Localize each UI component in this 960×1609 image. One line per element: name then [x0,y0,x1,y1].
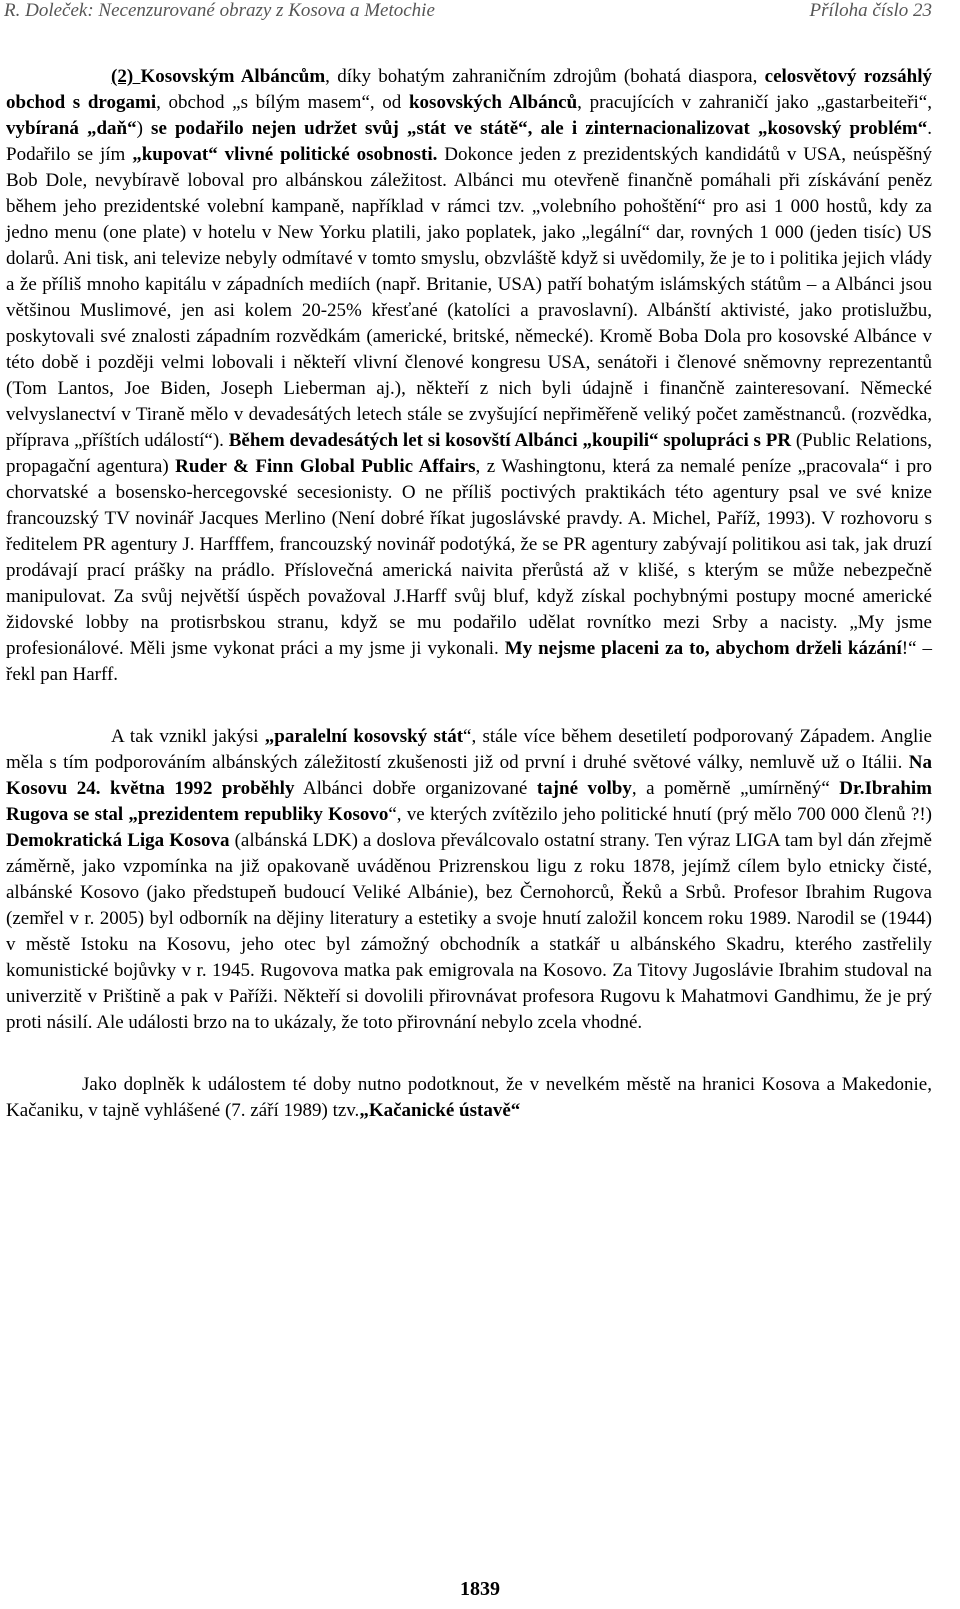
p2-text: , a poměrně „umírněný“ [631,778,840,799]
p1-text: !“ – řekl pan Harff. [6,638,932,685]
p1-text: Dokonce jeden z prezidentských kandidátů v USA, neúspěšný Bob Dole, nevybíravě loboval pro albánskou záležitost. Albánci mu otevřeně finančně pomáhali při získávání peněz během jeho prezidentské volební kampaně, například v rámci tzv. „volebního pohoštění“ pro asi 1 000 hostů, kdy za jedno menu (one plate) v hotelu v New Yorku platili, jako poplatek, jako „legální“ dar, rovných 1 000 (jeden tisíc) US dolarů. Ani tisk, ani televize nebyly odmítavé v tomto smyslu, obzvláště když si uvědomily, že je to i politika jejich vlády a že příliš mnoho kapitálu v západních mediích (např. Britanie, USA) patří bohatým islámských státům – a Albánci jsou většinou Muslimové, jen asi kolem 20-25% křesťané (katolíci a pravoslavní). Albánští aktivisté, jako protislužbu, poskytovali své znalosti západním rozvědkám (americké, britské, německé). Kromě Boba Dola pro kosovské Albánce v této době i později velmi lobovali i někteří vlivní členové kongresu USA, senátoři i členové sněmovny reprezentantů (Tom Lantos, Joe Biden, Joseph Lieberman aj.), někteří z nich byli údajně i finančně zainteresovaní. Německé velvyslanectví v Tiraně mělo v devadesátých letech stále se zvyšující nepřiměřeně veliký počet zaměstnanců. (rozvědka, příprava „příštích událostí“). [6,144,933,451]
p2-text: “, ve kterých zvítězilo jeho politické hnutí (prý mělo 700 000 členů ?!) [388,804,933,825]
p1-text: vybíraná „daň“ [6,118,137,139]
p2-text: (albánská LDK) a doslova převálcovalo ostatní strany. Ten výraz LIGA tam byl dán zřejmě záměrně, jako vzpomínka na již opakovaně uváděnou Prizrenskou ligu z roku 1878, jejímž cílem bylo etnicky čisté, albánské Kosovo (jako předstupeň budoucí Veliké Albánie), bez Černohorců, Řeků a Srbů. Profesor Ibrahim Rugova (zemřel v r. 2005) byl odborník na dějiny literatury a estetiky a svoje hnutí založil koncem roku 1989. Narodil se (1944) v městě Istoku na Kosovu, jeho otec byl zámožný obchodník a statkář u albánského Skadru, kterého zastřelily komunistické bojůvky v r. 1945. Rugovova matka pak emigrovala na Kosovo. Za Titovy Jugoslávie Ibrahim studoval na univerzitě v Prištině a pak v Paříži. Někteří si dovolili přirovnávat profesora Rugovu k Mahatmovi Gandhimu, že je prý proti násilí. Ale události brzo na to ukázaly, že toto přirovnání nebylo zcela vhodné. [6,830,932,1033]
p1-text: se podařilo nejen udržet svůj „stát ve státě“, ale i zinternacionalizovat „kosovský problém“ [151,118,928,139]
p1-text: . Podařilo se jím [6,118,933,165]
p1-text: Kosovským Albáncům [140,66,326,87]
p1-text: (2) [111,66,141,87]
p1-text: ) [136,118,152,139]
paragraph-3 [6,1072,932,1124]
p2-text: Na Kosovu 24. května 1992 proběhly [6,752,932,799]
p1-text: kosovských Albánců [408,92,578,113]
p2-text: A tak vznikl jakýsi [111,726,265,747]
paragraph-2 [6,724,932,1036]
p1-text: „kupovat“ vlivné politické osobnosti. [132,144,438,165]
document-body [6,64,932,1124]
p1-text: celosvětový rozsáhlý obchod s drogami [6,66,933,113]
p2-text: tajné volby [536,778,632,799]
p2-text: “, stále více během desetiletí podporovaný Západem. Anglie měla s tím podporováním albánských záležitostí zkušenosti již od první i druhé světové války, nemluvě už o Itálii. [6,726,932,773]
header-title: R. Doleček: Necenzurované obrazy z Kosova a Metochie [4,0,435,21]
p2-text: Albánci dobře organizované [294,778,537,799]
p1-text: Během devadesátých let si kosovští Albánci „koupili“ spolupráci s PR [228,430,792,451]
p1-text: Ruder & Finn Global Public Affairs [175,456,476,477]
header-appendix: Příloha číslo 23 [809,0,932,21]
paragraph-1 [6,64,932,688]
p1-text: My nejsme placeni za to, abychom drželi kázání [504,638,902,659]
p3-text: Jako doplněk k událostem té doby nutno podotknout, že v nevelkém městě na hranici Kosova a Makedonie, Kačaniku, v tajně vyhlášené (7. září 1989) tzv. [6,1074,932,1121]
p1-text: , obchod „s bílým masem“, od [156,92,409,113]
p2-text: „paralelní kosovský stát [264,726,464,747]
p2-text: Demokratická Liga Kosova [6,830,230,851]
p1-text: , pracujících v zahraničí jako „gastarbeiteři“, [577,92,932,113]
page-header [0,0,960,30]
p2-text: Dr.Ibrahim Rugova se stal „prezidentem republiky Kosovo [6,778,933,825]
p1-text: , z Washingtonu, která za nemalé peníze „pracovala“ i pro chorvatské a bosensko-hercegovské secesionisty. O ne příliš poctivých praktikách této agentury psal ve své knize francouzský TV novinář Jacques Merlino (Není dobré říkat jugoslávské pravdy. A. Michel, Paříž, 1993). V rozhovoru s ředitelem PR agentury J. Harfffem, francouzský novinář podotýká, že se PR agentury zabývají politikou asi tak, jak druzí prodávají prací prášky na prádlo. Příslovečná americká naivita přerůstá až v klišé, s kterým se může nebezpečně manipulovat. Za svůj největší úspěch považoval J.Harff svůj bluf, když získal pochybnými postupy mocné americké židovské lobby na protisrbskou stranu, když se mu podařilo udělat rovnítko mezi Srby a nacisty. „My jsme profesionálové. Měli jsme vykonat práci a my jsme ji vykonali. [6,456,932,659]
page-number: 1839 [460,1578,500,1600]
p1-text: , díky bohatým zahraničním zdrojům (bohatá diaspora, [325,66,765,87]
p3-text: „Kačanické ústavě“ [359,1100,521,1121]
p1-text: (Public Relations, propagační agentura) [6,430,933,477]
